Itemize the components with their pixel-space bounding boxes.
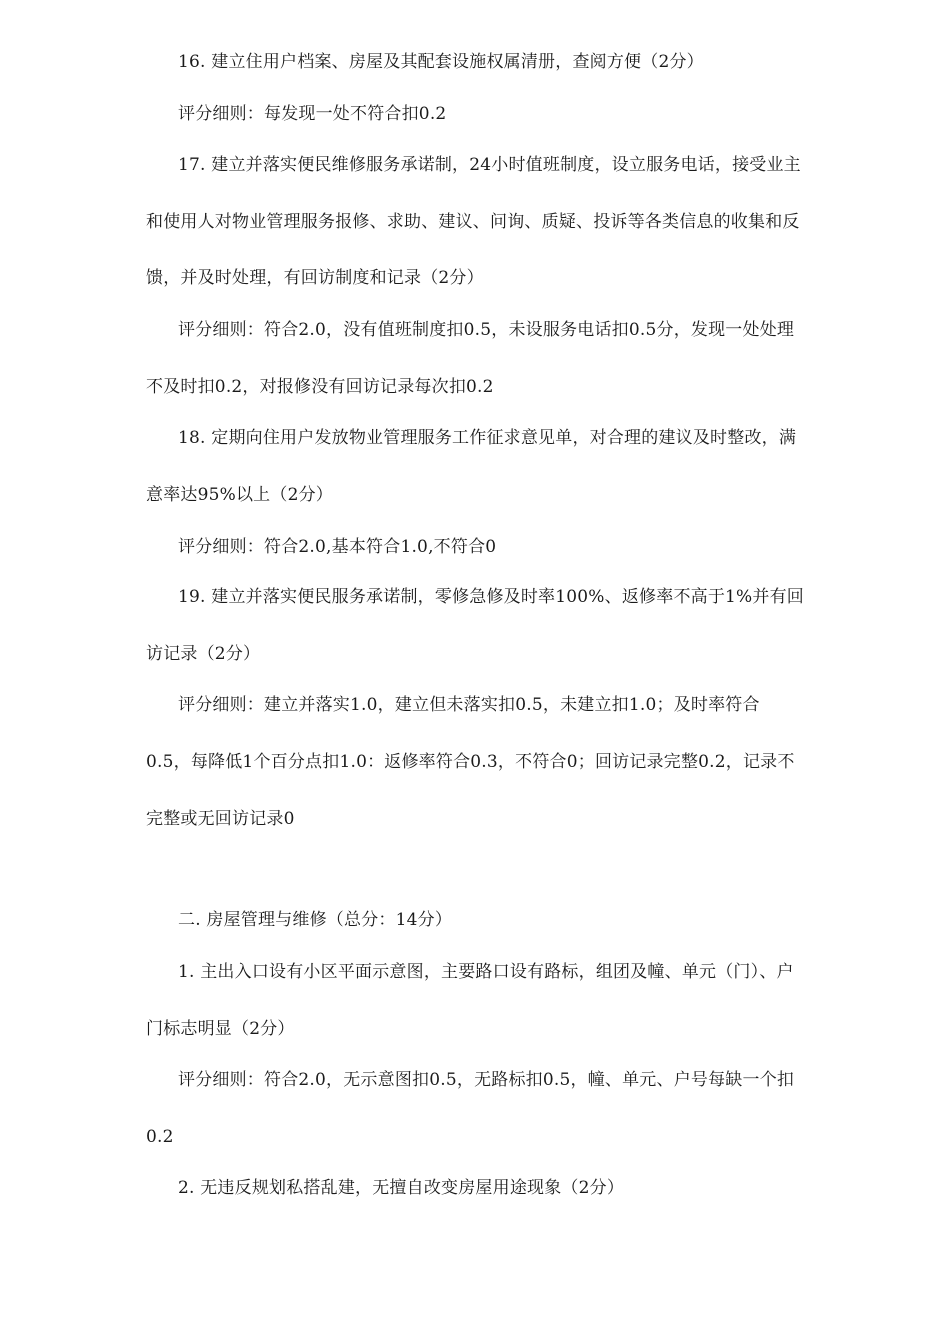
item-17-text-line-1: 17. 建立并落实便民维修服务承诺制，24小时值班制度，设立服务电话，接受业主	[178, 155, 801, 175]
section-2-item-1-text-line-1: 1. 主出入口设有小区平面示意图，主要路口设有路标，组团及幢、单元（门）、户	[178, 962, 794, 982]
section-2-item-1-scoring-line-2: 0.2	[146, 1127, 174, 1147]
item-19-text-line-1: 19. 建立并落实便民服务承诺制，零修急修及时率100%、返修率不高于1%并有回	[178, 587, 805, 607]
item-17-text-line-2: 和使用人对物业管理服务报修、求助、建议、问询、质疑、投诉等各类信息的收集和反	[146, 212, 800, 232]
item-18-text-line-2: 意率达95%以上（2分）	[146, 485, 334, 505]
item-18-scoring: 评分细则：符合2.0,基本符合1.0,不符合0	[178, 537, 497, 557]
item-17-text-line-3: 馈，并及时处理，有回访制度和记录（2分）	[146, 268, 484, 288]
section-2-item-2-text: 2. 无违反规划私搭乱建，无擅自改变房屋用途现象（2分）	[178, 1178, 625, 1198]
item-19-text-line-2: 访记录（2分）	[146, 644, 261, 664]
item-19-scoring-line-2: 0.5，每降低1个百分点扣1.0：返修率符合0.3，不符合0；回访记录完整0.2，记录不	[146, 752, 795, 772]
section-2-item-1-text-line-2: 门标志明显（2分）	[146, 1019, 295, 1039]
item-16-scoring: 评分细则：每发现一处不符合扣0.2	[178, 104, 447, 124]
item-19-scoring-line-1: 评分细则：建立并落实1.0，建立但未落实扣0.5，未建立扣1.0；及时率符合	[178, 695, 760, 715]
item-17-scoring-line-2: 不及时扣0.2，对报修没有回访记录每次扣0.2	[146, 377, 494, 397]
section-2-heading: 二. 房屋管理与维修（总分：14分）	[178, 910, 453, 930]
section-2-item-1-scoring-line-1: 评分细则：符合2.0，无示意图扣0.5，无路标扣0.5，幢、单元、户号每缺一个扣	[178, 1070, 795, 1090]
item-18-text-line-1: 18. 定期向住用户发放物业管理服务工作征求意见单，对合理的建议及时整改，满	[178, 428, 797, 448]
item-16-text: 16. 建立住用户档案、房屋及其配套设施权属清册，查阅方便（2分）	[178, 52, 704, 72]
item-19-scoring-line-3: 完整或无回访记录0	[146, 809, 295, 829]
item-17-scoring-line-1: 评分细则：符合2.0，没有值班制度扣0.5，未设服务电话扣0.5分，发现一处处理	[178, 320, 795, 340]
